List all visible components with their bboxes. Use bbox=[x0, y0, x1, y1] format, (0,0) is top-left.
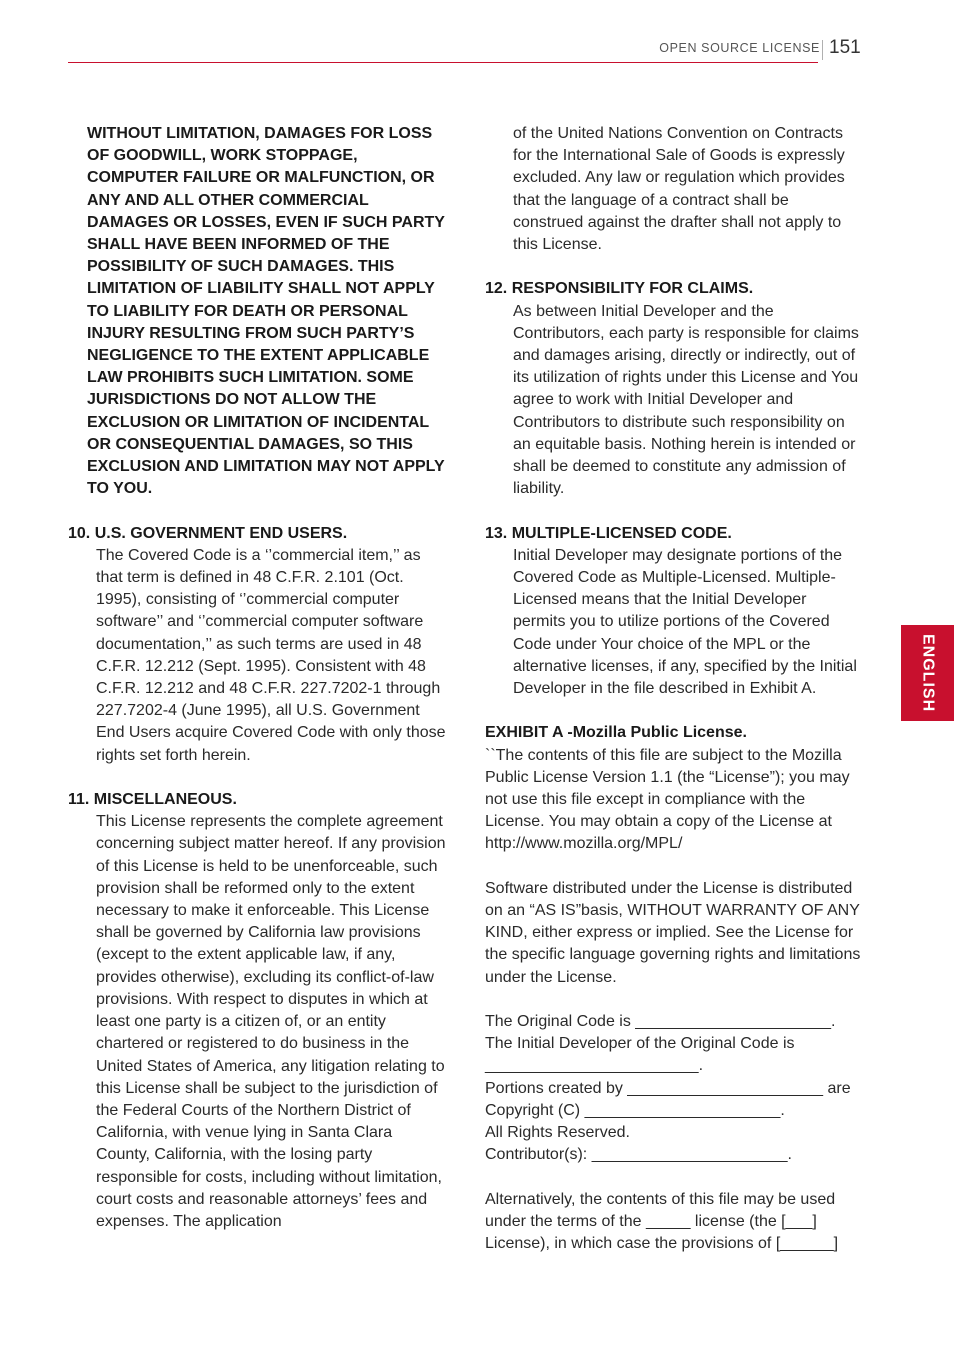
exhibit-a-paragraph-2: Software distributed under the License is distributed on an “AS IS”basis, WITHOUT WARRANTY OF ANY KIND, either express or implied. See the License for the specific language governing rights and limitations under the License. bbox=[485, 879, 861, 986]
right-column bbox=[485, 123, 863, 1255]
exhibit-a-paragraph-4: Alternatively, the contents of this file may be used under the terms of the _____ license (the [___] License), in which case the provisions of [______] bbox=[485, 1190, 839, 1253]
header-divider bbox=[822, 40, 823, 60]
section-11-heading: 11. MISCELLANEOUS. bbox=[68, 791, 237, 809]
limitation-caps-paragraph: WITHOUT LIMITATION, DAMAGES FOR LOSS OF GOODWILL, WORK STOPPAGE, COMPUTER FAILURE OR MALFUNCTION, OR ANY AND ALL OTHER COMMERCIAL DAMAGES OR LOSSES, EVEN IF SUCH PARTY SHALL HAVE BEEN INFORMED OF THE POSSIBILITY OF SUCH DAMAGES. THIS LIMITATION OF LIABILITY SHALL NOT APPLY TO LIABILITY FOR DEATH OR PERSONAL INJURY RESULTING FROM SUCH PARTY’S NEGLIGENCE TO THE EXTENT APPLICABLE LAW PROHIBITS SUCH LIMITATION. SOME JURISDICTIONS DO NOT ALLOW THE EXCLUSION OR LIMITATION OF INCIDENTAL OR CONSEQUENTIAL DAMAGES, SO THIS EXCLUSION AND LIMITATION MAY NOT APPLY TO YOU. bbox=[87, 125, 445, 498]
language-tab bbox=[901, 625, 954, 721]
section-13-heading: 13. MULTIPLE-LICENSED CODE. bbox=[485, 524, 732, 542]
header-rule bbox=[68, 62, 818, 63]
page-number: 151 bbox=[829, 37, 861, 58]
language-tab-label: ENGLISH bbox=[919, 633, 937, 713]
section-11-body: This License represents the complete agreement concerning subject matter hereof. If any provision of this License is held to be unenforceable, such provision shall be reformed only to the extent necessary to make it enforceable. This License shall be governed by California law provisions (except to the extent applicable law, if any, provides otherwise), excluding its conflict-of-law provisions. With respect to disputes in which at least one party is a citizen of, or an entity chartered or registered to do business in the United States of America, any litigation relating to this License shall be subject to the jurisdiction of the Federal Courts of the Northern District of California, with venue lying in Santa Clara County, California, with the losing party responsible for costs, including without limitation, court costs and reasonable attorneys’ fees and expenses. The application bbox=[96, 813, 446, 1230]
section-10-body: The Covered Code is a ‘’commercial item,’’ as that term is defined in 48 C.F.R. 2.101 (Oct. 1995), consisting of ‘’commercial computer software’’ and ‘’commercial computer software documentation,’’ as such terms are used in 48 C.F.R. 12.212 (Sept. 1995). Consistent with 48 C.F.R. 12.212 and 48 C.F.R. 227.7202-1 through 227.7202-4 (June 1995), all U.S. Government End Users acquire Covered Code with only those rights set forth herein. bbox=[96, 546, 446, 764]
exhibit-a-heading: EXHIBIT A -Mozilla Public License. bbox=[485, 724, 747, 742]
section-10-heading: 10. U.S. GOVERNMENT END USERS. bbox=[68, 524, 348, 542]
left-column bbox=[68, 123, 446, 1233]
section-12-heading: 12. RESPONSIBILITY FOR CLAIMS. bbox=[485, 280, 754, 298]
section-12-body: As between Initial Developer and the Contributors, each party is responsible for claims and damages arising, directly or indirectly, out of its utilization of rights under this License and You agree to work with Initial Developer and Contributors to distribute such responsibility on an equitable basis. Nothing herein is intended or shall be deemed to constitute any admission of liability. bbox=[513, 302, 859, 498]
exhibit-a-paragraph-3: The Original Code is ______________________. The Initial Developer of the Original Code is ________________________. Portions created by ______________________ are Copyright (C) ______________________. All Rights Reserved. Contributor(s): ______________________. bbox=[485, 1013, 851, 1164]
exhibit-a-paragraph-1: ``The contents of this file are subject to the Mozilla Public License Version 1.1 (the “License”); you may not use this file except in compliance with the License. You may obtain a copy of the License at http://www.mozilla.org/MPL/ bbox=[485, 746, 850, 853]
section-13-body: Initial Developer may designate portions of the Covered Code as Multiple-Licensed. Multiple-Licensed means that the Initial Developer permits you to utilize portions of the Covered Code under Your choice of the MPL or the alternative licenses, if any, specified by the Initial Developer in the file described in Exhibit A. bbox=[513, 546, 857, 698]
section-title: OPEN SOURCE LICENSE bbox=[659, 41, 820, 55]
section-11-continuation: of the United Nations Convention on Contracts for the International Sale of Goods is expressly excluded. Any law or regulation which provides that the language of a contract shall be construed against the drafter shall not apply to this License. bbox=[513, 125, 845, 254]
